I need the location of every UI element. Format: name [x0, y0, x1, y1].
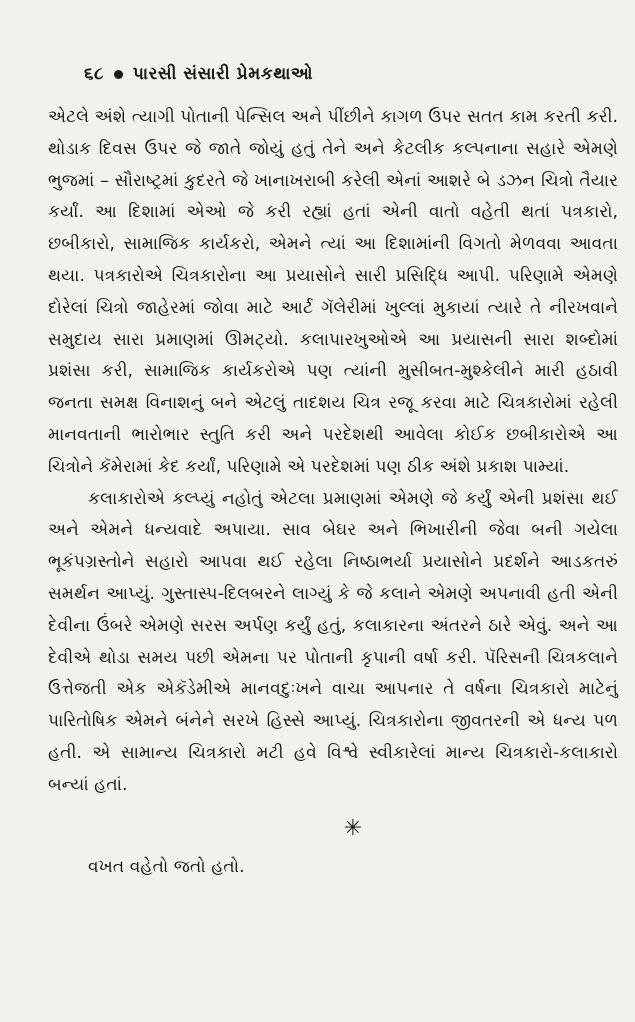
running-head: [84, 64, 611, 84]
body-text: [48, 102, 618, 802]
book-title: પારસી સંસારી પ્રેમકથાઓ: [132, 64, 314, 84]
paragraph-2: કલાકારોએ કલ્પ્યું નહોતું એટલા પ્રમાણમાં એમણે જે કર્યું એની પ્રશંસા થઈ અને એમને ધન્યવાદે અપાયા. સાવ બેઘર અને ભિખારીની જેવા બની ગયેલા ભૂકંપગ્રસ્તોને સહારો આપવા થઈ રહેલા નિષ્ઠાભર્યા પ્રયાસોને પ્રદર્શને આડકતરું સમર્થન આપ્યું. ગુસ્તાસ્પ-દિલબરને લાગ્યું કે જે કલાને એમણે અપનાવી હતી એની દેવીના ઉંબરે એમણે સરસ અર્પણ કર્યું હતું, કલાકારના અંતરને ઠારે એવું. અને આ દેવીએ થોડા સમય પછી એમના પર પોતાની કૃપાની વર્ષા કરી. પૅરિસની ચિત્રકલાને ઉત્તેજતી એક એકૅડેમીએ માનવદુઃખને વાચા આપનાર તે વર્ષના ચિત્રકારો માટેનું પારિતોષિક એમને બંનેને સરખે હિસ્સે આપ્યું. ચિત્રકારોના જીવતરની એ ધન્ય પળ હતી. એ સામાન્ય ચિત્રકારો મટી હવે વિશ્વે સ્વીકારેલાં માન્ય ચિત્રકારો-કલાકારો બન્યાં હતાં.: [48, 488, 618, 795]
section-separator-icon: ✳: [343, 815, 363, 841]
closing-line: વખત વહેતો જતો હતો.: [88, 856, 245, 877]
page-number: ૬૮: [84, 64, 104, 84]
paragraph-1: એટલે અંશે ત્યાગી પોતાની પેન્સિલ અને પીંછીને કાગળ ઉપર સતત કામ કરતી કરી. થોડાક દિવસ ઉપર જે જાતે જોયું હતું તેને અને કેટલીક કલ્પનાના સહારે એમણે ભુજમાં – સૌરાષ્ટ્રમાં કુદરતે જે ખાનાખરાબી કરેલી એનાં આશરે બે ડઝન ચિત્રો તૈયાર કર્યાં. આ દિશામાં એઓ જે કરી રહ્યાં હતાં એની વાતો વહેતી થતાં પત્રકારો, છબીકારો, સામાજિક કાર્યકરો, એમને ત્યાં આ દિશામાંની વિગતો મેળવવા આવતા થયા. પત્રકારોએ ચિત્રકારોના આ પ્રયાસોને સારી પ્રસિદ્ધિ આપી. પરિણામે એમણે દોરેલાં ચિત્રો જાહેરમાં જોવા માટે આર્ટ ગૅલેરીમાં ખુલ્લાં મુકાયાં ત્યારે તે નીરખવાને સમુદાય સારા પ્રમાણમાં ઊમટ્યો. કલાપારખુઓએ આ પ્રયાસની સારા શબ્દોમાં પ્રશંસા કરી, સામાજિક કાર્યકરોએ પણ ત્યાંની મુસીબત-મુશ્કેલીને મારી હઠાવી જનતા સમક્ષ વિનાશનું બને એટલું તાદશય ચિત્ર રજૂ કરવા માટે ચિત્રકારોમાં રહેલી માનવતાની ભારોભાર સ્તુતિ કરી અને પરદેશથી આવેલા કોઈક છબીકારોએ આ ચિત્રોને કૅમેરામાં કેદ કર્યાં, પરિણામે એ પરદેશમાં પણ ઠીક અંશે પ્રકાશ પામ્યાં.: [48, 107, 618, 477]
bullet-icon: [114, 70, 123, 79]
